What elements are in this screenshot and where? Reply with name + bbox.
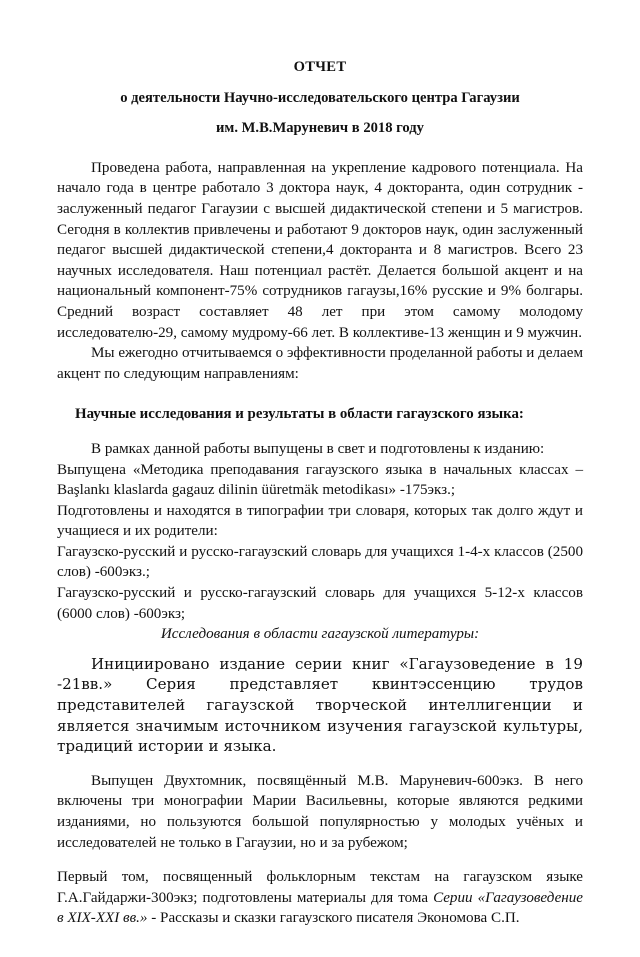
- paragraph-first-volume-text-start: Первый том, посвященный фольклорным текстам на гагаузском языке Г.А.Гайдаржи-300экз; подготовлены материалы для тома: [57, 869, 583, 906]
- paragraph-dictionary-grades-1-4: Гагаузско-русский и русско-гагаузский словарь для учащихся 1-4-х классов (2500 слов) -600экз.;: [57, 543, 583, 581]
- paragraph-two-volume-edition: Выпущен Двухтомник, посвящённый М.В. Маруневич-600экз. В него включены три монографии Марии Васильевны, которые являются редкими изданиями, но пользуются большой популярностью у молодых учёных и исследователей не только в Гагаузии, но и за рубежом;: [57, 772, 583, 851]
- page-title: ОТЧЕТ: [293, 59, 347, 75]
- paragraph-book-series: Инициировано издание серии книг «Гагаузоведение в 19 -21вв.» Серия представляет квинтэссенцию трудов представителей гагаузской творческой интеллигенции и является значимым источником изучения гагаузской культуры, традиций истории и языка.: [57, 654, 583, 756]
- paragraph-first-volume-text-end: - Рассказы и сказки гагаузского писателя Экономова С.П.: [147, 910, 520, 927]
- spacer: [57, 645, 583, 654]
- document-subtitle-year: им. М.В.Маруневич в 2018 году: [216, 120, 424, 137]
- paragraph-three-dictionaries: Подготовлены и находятся в типографии три словаря, которых так долго ждут и учащиеся и их родители:: [57, 502, 583, 540]
- spacer: [57, 853, 583, 867]
- document-subtitle-organization: о деятельности Научно-исследовательского центра Гагаузии: [120, 89, 520, 106]
- paragraph-methodology-book: Выпущена «Методика преподавания гагаузского языка в начальных классах – Başlankı klaslarda gagauz dilinin üüretmäk metodikası» -175экз.;: [57, 461, 583, 499]
- heading-language-research: Научные исследования и результаты в области гагаузского языка:: [75, 406, 524, 423]
- paragraph-first-volume-series-title: Серии «Гагаузоведение в XIX-XXI вв.»: [57, 889, 583, 927]
- paragraph-annual-report: Мы ежегодно отчитываемся о эффективности проделанной работы и делаем акцент по следующим направлениям:: [57, 345, 583, 382]
- spacer: [57, 425, 583, 439]
- spacer: [57, 757, 583, 771]
- paragraph-dictionary-grades-5-12: Гагаузско-русский и русско-гагаузский словарь для учащихся 5-12-х классов (6000 слов) -600экз;: [57, 585, 583, 622]
- heading-literature-research: Исследования в области гагаузской литературы:: [160, 626, 480, 643]
- paragraph-published-prepared: В рамках данной работы выпущены в свет и подготовлены к изданию:: [91, 440, 545, 457]
- document-content: [57, 60, 583, 929]
- paragraph-staff-potential: Проведена работа, направленная на укрепление кадрового потенциала. На начало года в центре работало 3 доктора наук, 4 докторанта, один сотрудник - заслуженный педагог Гагаузии с высшей дидактической степени и 5 магистров. Сегодня в коллектив привлечены и работают 9 докторов наук, один заслуженный педагог высшей дидактической степени,4 докторанта и 8 магистров. Всего 23 научных исследователя. Наш потенциал растёт. Делается большой акцент и на национальный компонент-75% сотрудников гагаузы,16% русские и 9% болгары. Средний возраст составляет 48 лет при этом самому молодому исследователю-29, самому мудрому-66 лет. В коллективе-13 женщин и 9 мужчин.: [57, 159, 583, 341]
- paragraph-first-volume: [57, 867, 583, 929]
